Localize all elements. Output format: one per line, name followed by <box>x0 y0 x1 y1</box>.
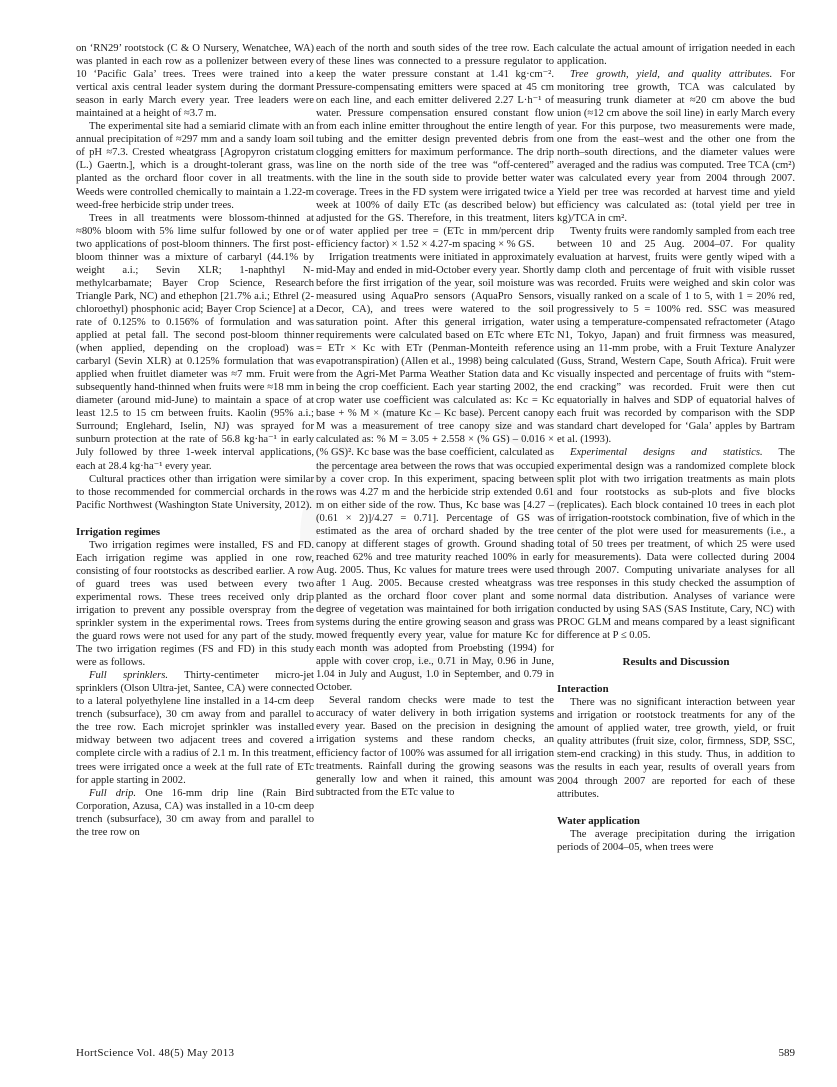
section-heading-interaction: Interaction <box>557 683 609 696</box>
paragraph-text: For monitoring tree growth, TCA was calculated by measuring trunk diameter at ≈20 cm above the bud union (≈12 cm above the soil line) in early March every year. For this purpose, two measurements were made, one from the east–west and the other one from the north–south directions, and the diameter values were averaged and the radius was computed. Tree TCA (cm²) was calculated every year from 2004 through 2007. Yield per tree was recorded at harvest time and yield efficiency was calculated as: (total yield per tree in kg)/TCA in cm². <box>557 69 795 224</box>
paragraph: Trees in all treatments were blossom-thinned at ≈80% bloom with 5% lime sulfur followed by one or two applications of post-bloom thinners. The first post-bloom thinner was a mixture of carbaryl (44.1% by weight a.i.; Sevin XLR; 1-naphthyl N-methylcarbamate; Bayer Crop Science, Research Triangle Park, NC) and ethephon [21.7% a.i.; Ethrel (2-chloroethyl) phosphonic acid; Bayer Crop Science] at a rate of 0.125% to 0.156% of formulation and was applied at petal fall. The second post-bloom thinner (when applied, depending on the cropload) was carbaryl (Sevin XLR) at 0.125% formulation that was applied when fruitlet diameter was ≈7 mm. Fruit were subsequently hand-thinned when fruits were ≈18 mm in diameter (around mid-June) to maintain a space of at least 12.5 to 15 cm between fruits. Kaolin (95% a.i.; Surround; Englehard, Iselin, NJ) was sprayed for sunburn protection at the rate of 56.8 kg·ha⁻¹ in early July followed by three 1-week interval applications, each at 28.4 kg·ha⁻¹ every year. <box>76 212 314 472</box>
paragraph: each of the north and south sides of the tree row. Each of these lines was connected to a pressure regulator to keep the water pressure constant at 1.41 kg·cm⁻². Pressure-compensating emitters were spaced at 45 cm on each line, and each emitter delivered 2.27 L·h⁻¹ of water. Pressure compensation ensured constant flow from each inline emitter throughout the entire length of tubing and the emitter design prevented debris from clogging emitters for maximum performance. The drip line on the north side of the tree was “off-centered” with the line in the south side to provide better water coverage. Trees in the FD system were irrigated twice a week at 100% of daily ETc (as described below) but adjusted for the GS. Therefore, in this treatment, liters of water applied per tree = (ETc in mm/percent drip efficiency factor) × 1.52 × 4.27-m spacing × % GS. <box>316 43 554 250</box>
paragraph: The experimental site had a semiarid climate with an annual precipitation of ≈297 mm and a sandy loam soil of pH ≈7.3. Crested wheatgrass [Agropyron cristatum (L.) Gaertn.], which is a drought-tolerant grass, was planted as the orchard floor cover in all treatments. Weeds were controlled chemically to maintain a 1.22-m weed-free herbicide strip under trees. <box>76 121 314 211</box>
journal-footer: HortScience Vol. 48(5) May 2013 <box>76 1047 235 1059</box>
column-middle <box>316 42 554 799</box>
section-heading-results: Results and Discussion <box>622 656 730 669</box>
paragraph <box>76 669 314 786</box>
paragraph <box>557 446 795 642</box>
subheading-full-drip: Full drip. <box>89 787 137 799</box>
paragraph-text: The experimental design was a randomized complete block split plot with two irrigation treatments as main plots and four rootstocks as sub-plots and five blocks (replicates). Each block contained 10 trees in each plot of irrigation-rootstock combination, five of which in the center of the plot were used for measurements (i.e., a total of 50 trees per treatment, of which 25 were used for measurements). Data were collected during 2004 through 2007. Computing univariate analyses for all tree responses in this study checked the assumption of normal data distribution. Analyses of variance were conducted by using SAS (SAS Institute, Cary, NC) with PROC GLM and means compared by a least significant difference at P ≤ 0.05. <box>557 447 795 642</box>
column-right <box>557 42 795 854</box>
paragraph: Two irrigation regimes were installed, FS and FD. Each irrigation regime was applied in one row, consisting of four rootstocks as described earlier. A row of guard trees was used between every two experimental rows. These trees received only drip irrigation to prevent any possible overspray from the sprinkler system in the experimental rows. Trees from the guard rows were not used for any part of the study. The two irrigation regimes (FS and FD) in this study were as follows. <box>76 539 314 669</box>
column-left <box>76 42 314 839</box>
paragraph: Cultural practices other than irrigation were similar to those recommended for commercial orchards in the Pacific Northwest (Washington State University, 2012). <box>76 473 314 511</box>
paragraph <box>557 68 795 225</box>
paragraph: There was no significant interaction between year and irrigation or rootstock treatments for any of the amount of applied water, tree growth, yield, or fruit quality attributes (fruit size, color, firmness, SDP, SSC, stem-end cracking) in this study. Thus, in addition to the results in each year, results of overall years from 2004 through 2007 are reported for each of these attributes. <box>557 697 795 800</box>
paragraph: Several random checks were made to test the accuracy of water delivery in both irrigation systems every year. Based on the precision in designing the irrigation systems and these random checks, an efficiency factor of 100% was assumed for all irrigation treatments. Rainfall during the growing seasons was generally low and when it rained, this amount was subtracted from the ETc value to <box>316 695 554 798</box>
paragraph <box>76 787 314 839</box>
page-number: 589 <box>778 1047 795 1059</box>
paragraph: calculate the actual amount of irrigation needed in each application. <box>557 43 795 68</box>
paragraph: on ‘RN29’ rootstock (C & O Nursery, Wenatchee, WA) was planted in each row as a pollenizer between every 10 ‘Pacific Gala’ trees. Trees were trained into a vertical axis central leader system during the dormant season in early March every year. Tree leaders were maintained at a height of ≈3.7 m. <box>76 43 314 120</box>
paragraph-text: Thirty-centimeter micro-jet sprinklers (Olson Ultra-jet, Santee, CA) were connected to a lateral polyethylene line installed in a 14-cm deep trench (subsurface), 30 cm away from and parallel to the tree row. Each microjet sprinkler was installed midway between two adjacent trees and covered a complete circle with a radius of 2.1 m. In this treatment, trees were irrigated once a week at the full rate of ETc for apple starting in 2002. <box>76 670 314 786</box>
paragraph-text: One 16-mm drip line (Rain Bird Corporation, Azusa, CA) was installed in a 10-cm deep trench (subsurface), 30 cm away from and parallel to the tree row on <box>76 787 314 838</box>
section-heading-water-application: Water application <box>557 814 640 827</box>
subheading-tree-growth: Tree growth, yield, and quality attributes. <box>570 69 773 81</box>
subheading-experimental-designs: Experimental designs and statistics. <box>570 447 763 459</box>
paragraph: Twenty fruits were randomly sampled from each tree between 10 and 25 Aug. 2004–07. For quality evaluation at harvest, fruits were gently wiped with a damp cloth and percentage of fruit with visible russet was recorded. Fruits were weighed and skin color was visually ranked on a scale of 1 to 5, with 1 = 20% red, progressively to 5 = 100% red. SSC was measured using a temperature-compensated refractometer (Atago N1, Tokyo, Japan) and fruit firmness was measured, using an 11-mm probe, with a Fruit Texture Analyzer (Guss, Strand, Western Cape, South Africa). Fruit were visually inspected and percentage of fruits with “stem-end cracking” was recorded. Fruit were then cut equatorially in halves and SDP of equatorial halves of each fruit was recorded by comparison with the SDP standard chart developed for ‘Gala’ apples by Bartram et al. (1993). <box>557 225 795 446</box>
section-heading-irrigation-regimes: Irrigation regimes <box>76 525 161 538</box>
paragraph: The average precipitation during the irrigation periods of 2004–05, when trees were <box>557 828 795 853</box>
subheading-full-sprinklers: Full sprinklers. <box>89 670 168 682</box>
paragraph: Irrigation treatments were initiated in approximately mid-May and ended in mid-October every year. Shortly before the first irrigation of the year, soil moisture was measured using AquaPro sensors (AquaPro Sensors, Decor, CA), and trees were watered to the soil saturation point. After this general irrigation, water requirements were calculated based on ETc where ETc = ETr × Kc with ETr (Penman-Monteith reference evapotranspiration) (Allen et al., 1998) being calculated from the Agri-Met Parma Weather Station data and Kc being the crop coefficient. Each year starting 2002, the crop water use coefficient was calculated as: Kc = Kc base + % M × (mature Kc – Kc base). Percent canopy M was a measurement of tree canopy size and was calculated as: % M = 3.05 + 2.558 × (% GS) – 0.016 × (% GS)². Kc base was the base coefficient, calculated as the percentage area between the rows that was occupied by a cover crop. In this experiment, spacing between rows was 4.27 m and the herbicide strip extended 0.61 m on either side of the row. Thus, Kc base was [4.27 – (0.61 × 2)]/4.27 = 0.71]. Percentage of GS was estimated as the area of orchard shaded by the tree canopy at different stages of growth. Ground shading reached 62% and tree maturity reached 100% in early Aug. 2005. Thus, Kc values for mature trees were used after 1 Aug. 2005. Because crested wheatgrass was planted as the orchard floor cover plant and some degree of vegetation was maintained for both irrigation systems during the entire growing season and grass was mowed frequently every year, value for mature Kc for each month was adopted from Proebsting (1994) for apple with cover crop, i.e., 0.71 in May, 0.96 in June, 1.04 in July and August, 1.0 in September, and 0.79 in October. <box>316 251 555 694</box>
